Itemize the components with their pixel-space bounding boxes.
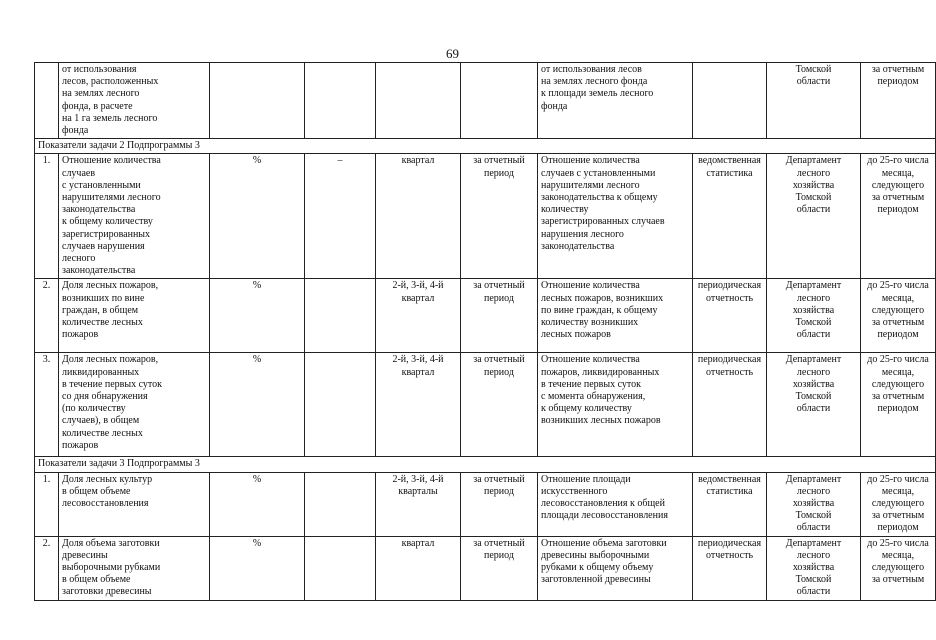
indicators-table [34,62,936,601]
indicator-name: Отношение количества случаев с установленными нарушителями лесного законодательства к общему количеству зарегистрированных случаев нарушения лесного законодательства [59,154,210,279]
row-number: 3. [35,353,59,457]
dynamics-cell: – [305,154,376,279]
unit-cell: % [210,353,305,457]
time-cell: за отчетный период [461,536,538,600]
dynamics-cell [305,472,376,536]
row-number [35,63,59,139]
deadline-cell: до 25-го числа месяца, следующего за отчетным периодом [861,472,936,536]
source-cell [693,63,767,139]
source-cell: периодическая отчетность [693,353,767,457]
dynamics-cell [305,536,376,600]
table-row [35,154,936,279]
deadline-cell: за отчетным периодом [861,63,936,139]
table-row [35,353,936,457]
deadline-cell: до 25-го числа месяца, следующего за отчетным периодом [861,279,936,353]
section-heading: Показатели задачи 3 Подпрограммы 3 [35,457,936,472]
method-cell: Отношение количества случаев с установленными нарушителями лесного законодательства к общему количеству зарегистрированных случаев нарушения лесного законодательства [538,154,693,279]
responsible-cell: Департамент лесного хозяйства Томской области [767,536,861,600]
row-number: 2. [35,536,59,600]
frequency-cell: квартал [376,154,461,279]
unit-cell [210,63,305,139]
time-cell: за отчетный период [461,353,538,457]
frequency-cell: квартал [376,536,461,600]
indicator-name: Доля лесных культур в общем объеме лесовосстановления [59,472,210,536]
frequency-cell: 2-й, 3-й, 4-й квартал [376,279,461,353]
deadline-cell: до 25-го числа месяца, следующего за отчетным [861,536,936,600]
unit-cell: % [210,279,305,353]
section-row [35,457,936,472]
unit-cell: % [210,154,305,279]
responsible-cell: Департамент лесного хозяйства Томской области [767,353,861,457]
unit-cell: % [210,536,305,600]
responsible-cell: Томской области [767,63,861,139]
responsible-cell: Департамент лесного хозяйства Томской области [767,154,861,279]
table-row [35,472,936,536]
table-row [35,63,936,139]
source-cell: ведомственная статистика [693,154,767,279]
unit-cell: % [210,472,305,536]
indicator-name: Доля объема заготовки древесины выборочными рубками в общем объеме заготовки древесины [59,536,210,600]
responsible-cell: Департамент лесного хозяйства Томской области [767,472,861,536]
time-cell: за отчетный период [461,472,538,536]
indicator-name: от использования лесов, расположенных на землях лесного фонда, в расчете на 1 га земель лесного фонда [59,63,210,139]
indicator-name: Доля лесных пожаров, ликвидированных в течение первых суток со дня обнаружения (по количеству случаев), в общем количестве лесных пожаров [59,353,210,457]
time-cell: за отчетный период [461,154,538,279]
row-number: 1. [35,154,59,279]
method-cell: Отношение количества пожаров, ликвидированных в течение первых суток с момента обнаружения, к общему количеству возникших лесных пожаров [538,353,693,457]
indicator-name: Доля лесных пожаров, возникших по вине граждан, в общем количестве лесных пожаров [59,279,210,353]
deadline-cell: до 25-го числа месяца, следующего за отчетным периодом [861,353,936,457]
frequency-cell: 2-й, 3-й, 4-й квартал [376,353,461,457]
responsible-cell: Департамент лесного хозяйства Томской области [767,279,861,353]
time-cell: за отчетный период [461,279,538,353]
time-cell [461,63,538,139]
dynamics-cell [305,279,376,353]
dynamics-cell [305,353,376,457]
table-row [35,536,936,600]
page-number: 69 [446,46,459,61]
section-heading: Показатели задачи 2 Подпрограммы 3 [35,139,936,154]
source-cell: периодическая отчетность [693,279,767,353]
method-cell: от использования лесов на землях лесного фонда к площади земель лесного фонда [538,63,693,139]
dynamics-cell [305,63,376,139]
frequency-cell [376,63,461,139]
frequency-cell: 2-й, 3-й, 4-й кварталы [376,472,461,536]
table-row [35,279,936,353]
method-cell: Отношение количества лесных пожаров, возникших по вине граждан, к общему количеству возникших лесных пожаров [538,279,693,353]
row-number: 1. [35,472,59,536]
row-number: 2. [35,279,59,353]
source-cell: ведомственная статистика [693,472,767,536]
deadline-cell: до 25-го числа месяца, следующего за отчетным периодом [861,154,936,279]
source-cell: периодическая отчетность [693,536,767,600]
method-cell: Отношение площади искусственного лесовосстановления к общей площади лесовосстановления [538,472,693,536]
section-row [35,139,936,154]
method-cell: Отношение объема заготовки древесины выборочными рубками к общему объему заготовленной древесины [538,536,693,600]
